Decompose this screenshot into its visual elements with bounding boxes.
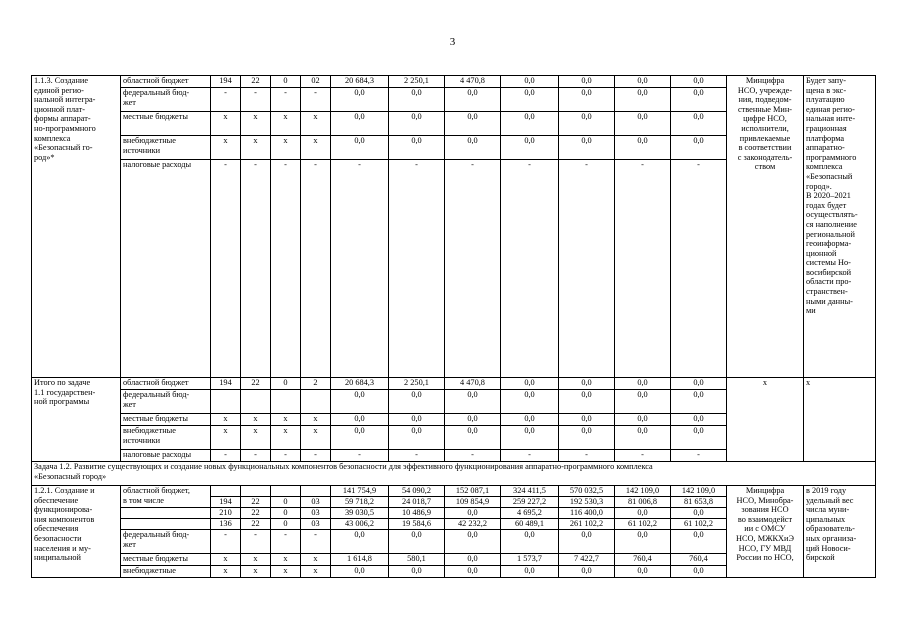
value-cell: 0,0 bbox=[331, 88, 389, 112]
value-cell: - bbox=[615, 450, 671, 462]
value-cell: 0,0 bbox=[615, 136, 671, 160]
value-cell: 261 102,2 bbox=[559, 519, 615, 530]
code-cell-3: х bbox=[271, 136, 301, 160]
measure-label: 1.2.1. Создание и обеспечение функционирова- ния компонентов обеспечения безопасности населения и му- ниципальной bbox=[32, 486, 121, 578]
value-cell: 0,0 bbox=[389, 566, 445, 578]
value-cell: 0,0 bbox=[671, 88, 727, 112]
value-cell: 0,0 bbox=[615, 414, 671, 426]
code-cell-4: - bbox=[301, 88, 331, 112]
code-cell-3: - bbox=[271, 160, 301, 378]
section-title: Задача 1.2. Развитие существующих и создание новых функциональных компонентов безопасности для эффективного функционирования аппаратно-программного комплекса «Безопасный город» bbox=[32, 462, 876, 486]
value-cell: 152 087,1 bbox=[445, 486, 501, 497]
value-cell: 0,0 bbox=[671, 390, 727, 414]
code-cell-2: х bbox=[241, 136, 271, 160]
value-cell: 0,0 bbox=[445, 88, 501, 112]
code-cell-2: 22 bbox=[241, 378, 271, 390]
value-cell: 61 102,2 bbox=[615, 519, 671, 530]
value-cell: 43 006,2 bbox=[331, 519, 389, 530]
responsible-executors: Минцифра НСО, учрежде- ния, подведом- ственные Мин- цифре НСО, исполнители, привлекаемые в соответствии с законодатель- ством bbox=[727, 76, 804, 378]
expected-result: Будет запу- щена в экс- плуатацию единая регио- нальная инте- грационная платформа аппаратно- программного комплекса «Безопасный город». В 2020–2021 годах будет осуществлять- ся наполнение региональной геоинформа- ционной системы Но- восибирской области про- странствен- ными данны- ми bbox=[804, 76, 876, 378]
funding-source-empty bbox=[121, 508, 211, 519]
value-cell: 0,0 bbox=[389, 426, 445, 450]
code-cell-2: х bbox=[241, 414, 271, 426]
code-cell-3: х bbox=[271, 554, 301, 566]
value-cell: 0,0 bbox=[389, 136, 445, 160]
value-cell: 20 684,3 bbox=[331, 378, 389, 390]
value-cell: 0,0 bbox=[671, 136, 727, 160]
value-cell: 0,0 bbox=[389, 530, 445, 554]
code-cell-3: - bbox=[271, 450, 301, 462]
code-cell-empty bbox=[211, 486, 241, 497]
code-cell-3: 0 bbox=[271, 76, 301, 88]
value-cell: - bbox=[615, 160, 671, 378]
code-cell-3: - bbox=[271, 88, 301, 112]
funding-source: федеральный бюд- жет bbox=[121, 530, 211, 554]
code-cell-2: 22 bbox=[241, 508, 271, 519]
value-cell: 570 032,5 bbox=[559, 486, 615, 497]
code-cell-4: 03 bbox=[301, 497, 331, 508]
code-cell-3: х bbox=[271, 414, 301, 426]
value-cell: 10 486,9 bbox=[389, 508, 445, 519]
value-cell: 0,0 bbox=[559, 390, 615, 414]
code-cell-1: 194 bbox=[211, 76, 241, 88]
value-cell: - bbox=[389, 450, 445, 462]
funding-source: налоговые расходы bbox=[121, 450, 211, 462]
value-cell: 0,0 bbox=[501, 378, 559, 390]
value-cell: 0,0 bbox=[501, 76, 559, 88]
value-cell: - bbox=[671, 160, 727, 378]
value-cell: 0,0 bbox=[445, 112, 501, 136]
value-cell: 0,0 bbox=[331, 112, 389, 136]
value-cell: 0,0 bbox=[445, 390, 501, 414]
code-cell-2: х bbox=[241, 554, 271, 566]
funding-source: федеральный бюд- жет bbox=[121, 390, 211, 414]
table-row bbox=[32, 378, 876, 390]
value-cell: 1 573,7 bbox=[501, 554, 559, 566]
table-row bbox=[32, 486, 876, 497]
page-number: 3 bbox=[449, 36, 456, 48]
value-cell: 580,1 bbox=[389, 554, 445, 566]
value-cell: - bbox=[445, 160, 501, 378]
value-cell: 0,0 bbox=[615, 76, 671, 88]
value-cell: 0,0 bbox=[559, 426, 615, 450]
code-cell-1: - bbox=[211, 450, 241, 462]
measure-label: Итого по задаче 1.1 государствен- ной программы bbox=[32, 378, 121, 462]
code-cell-2: х bbox=[241, 112, 271, 136]
value-cell: 0,0 bbox=[389, 390, 445, 414]
budget-table bbox=[31, 75, 876, 578]
code-cell-2: 22 bbox=[241, 76, 271, 88]
value-cell: 141 754,9 bbox=[331, 486, 389, 497]
value-cell: 0,0 bbox=[501, 88, 559, 112]
value-cell: 0,0 bbox=[559, 414, 615, 426]
code-cell-4: - bbox=[301, 160, 331, 378]
code-cell-2: 22 bbox=[241, 497, 271, 508]
funding-source-empty bbox=[121, 519, 211, 530]
value-cell: 60 489,1 bbox=[501, 519, 559, 530]
value-cell: 0,0 bbox=[501, 136, 559, 160]
value-cell: 0,0 bbox=[671, 508, 727, 519]
value-cell: 0,0 bbox=[445, 554, 501, 566]
value-cell: 4 695,2 bbox=[501, 508, 559, 519]
funding-source: областной бюджет bbox=[121, 378, 211, 390]
value-cell: 81 653,8 bbox=[671, 497, 727, 508]
value-cell: 1 614,8 bbox=[331, 554, 389, 566]
code-cell-1: 194 bbox=[211, 497, 241, 508]
value-cell: 0,0 bbox=[615, 426, 671, 450]
code-cell-4 bbox=[301, 390, 331, 414]
code-cell-2: - bbox=[241, 450, 271, 462]
funding-source: областной бюджет bbox=[121, 76, 211, 88]
code-cell-4: 03 bbox=[301, 519, 331, 530]
value-cell: 0,0 bbox=[331, 136, 389, 160]
value-cell: 0,0 bbox=[445, 566, 501, 578]
code-cell-1: - bbox=[211, 160, 241, 378]
funding-source: внебюджетные источники bbox=[121, 426, 211, 450]
value-cell: 7 422,7 bbox=[559, 554, 615, 566]
code-cell-2: 22 bbox=[241, 519, 271, 530]
code-cell-1: х bbox=[211, 414, 241, 426]
funding-source: местные бюджеты bbox=[121, 112, 211, 136]
value-cell: 0,0 bbox=[445, 508, 501, 519]
code-cell-2: х bbox=[241, 566, 271, 578]
value-cell: 0,0 bbox=[389, 112, 445, 136]
value-cell: 0,0 bbox=[671, 414, 727, 426]
value-cell: 19 584,6 bbox=[389, 519, 445, 530]
code-cell-4: х bbox=[301, 136, 331, 160]
value-cell: 0,0 bbox=[331, 414, 389, 426]
responsible-executors: х bbox=[727, 378, 804, 462]
code-cell-1: х bbox=[211, 112, 241, 136]
code-cell-3: 0 bbox=[271, 378, 301, 390]
value-cell: 2 250,1 bbox=[389, 76, 445, 88]
value-cell: 0,0 bbox=[559, 112, 615, 136]
value-cell: 0,0 bbox=[501, 426, 559, 450]
value-cell: 0,0 bbox=[445, 530, 501, 554]
value-cell: 0,0 bbox=[559, 136, 615, 160]
value-cell: 24 018,7 bbox=[389, 497, 445, 508]
code-cell-empty bbox=[271, 486, 301, 497]
value-cell: 2 250,1 bbox=[389, 378, 445, 390]
code-cell-3: - bbox=[271, 530, 301, 554]
code-cell-1: х bbox=[211, 566, 241, 578]
value-cell: 0,0 bbox=[501, 566, 559, 578]
code-cell-1: 136 bbox=[211, 519, 241, 530]
value-cell: - bbox=[501, 450, 559, 462]
code-cell-3: х bbox=[271, 566, 301, 578]
value-cell: 0,0 bbox=[389, 414, 445, 426]
code-cell-4: - bbox=[301, 450, 331, 462]
code-cell-4: 03 bbox=[301, 508, 331, 519]
code-cell-1: 210 bbox=[211, 508, 241, 519]
funding-source: внебюджетные источники bbox=[121, 136, 211, 160]
value-cell: 0,0 bbox=[501, 112, 559, 136]
code-cell-4: х bbox=[301, 426, 331, 450]
value-cell: - bbox=[559, 450, 615, 462]
value-cell: 0,0 bbox=[671, 530, 727, 554]
value-cell: 324 411,5 bbox=[501, 486, 559, 497]
value-cell: 0,0 bbox=[445, 414, 501, 426]
value-cell: 0,0 bbox=[615, 530, 671, 554]
table-row bbox=[32, 76, 876, 88]
value-cell: - bbox=[559, 160, 615, 378]
value-cell: 42 232,2 bbox=[445, 519, 501, 530]
funding-source: федеральный бюд- жет bbox=[121, 88, 211, 112]
code-cell-4: х bbox=[301, 112, 331, 136]
value-cell: 0,0 bbox=[501, 414, 559, 426]
code-cell-4: 2 bbox=[301, 378, 331, 390]
value-cell: - bbox=[501, 160, 559, 378]
value-cell: - bbox=[331, 450, 389, 462]
value-cell: 4 470,8 bbox=[445, 76, 501, 88]
value-cell: 4 470,8 bbox=[445, 378, 501, 390]
measure-label: 1.1.3. Создание единой регио- нальной интегра- ционной плат- формы аппарат- но-программного комплекса «Безопасный го- род»* bbox=[32, 76, 121, 378]
value-cell: 760,4 bbox=[671, 554, 727, 566]
value-cell: 259 227,2 bbox=[501, 497, 559, 508]
value-cell: 0,0 bbox=[331, 426, 389, 450]
code-cell-3: х bbox=[271, 112, 301, 136]
value-cell: 142 109,0 bbox=[615, 486, 671, 497]
section-row bbox=[32, 462, 876, 486]
code-cell-1 bbox=[211, 390, 241, 414]
value-cell: 0,0 bbox=[671, 76, 727, 88]
code-cell-3: 0 bbox=[271, 497, 301, 508]
value-cell: 192 530,3 bbox=[559, 497, 615, 508]
value-cell: 20 684,3 bbox=[331, 76, 389, 88]
value-cell: 0,0 bbox=[559, 530, 615, 554]
value-cell: 0,0 bbox=[671, 426, 727, 450]
value-cell: 39 030,5 bbox=[331, 508, 389, 519]
value-cell: 0,0 bbox=[559, 76, 615, 88]
value-cell: 116 400,0 bbox=[559, 508, 615, 519]
code-cell-4: 02 bbox=[301, 76, 331, 88]
value-cell: 0,0 bbox=[559, 378, 615, 390]
funding-source: областной бюджет, в том числе bbox=[121, 486, 211, 508]
code-cell-4: х bbox=[301, 414, 331, 426]
code-cell-1: - bbox=[211, 530, 241, 554]
code-cell-4: х bbox=[301, 554, 331, 566]
value-cell: 0,0 bbox=[559, 88, 615, 112]
code-cell-3: 0 bbox=[271, 508, 301, 519]
value-cell: 109 854,9 bbox=[445, 497, 501, 508]
value-cell: 0,0 bbox=[671, 378, 727, 390]
funding-source: внебюджетные bbox=[121, 566, 211, 578]
value-cell: 0,0 bbox=[615, 390, 671, 414]
value-cell: 0,0 bbox=[445, 426, 501, 450]
code-cell-1: х bbox=[211, 554, 241, 566]
value-cell: 142 109,0 bbox=[671, 486, 727, 497]
code-cell-empty bbox=[241, 486, 271, 497]
value-cell: 61 102,2 bbox=[671, 519, 727, 530]
code-cell-3 bbox=[271, 390, 301, 414]
value-cell: - bbox=[445, 450, 501, 462]
expected-result: в 2019 году удельный вес числа муни- ципальных образователь- ных организа- ций Новоси- бирской bbox=[804, 486, 876, 578]
value-cell: 54 090,2 bbox=[389, 486, 445, 497]
value-cell: 0,0 bbox=[671, 112, 727, 136]
code-cell-3: х bbox=[271, 426, 301, 450]
value-cell: 59 718,2 bbox=[331, 497, 389, 508]
value-cell: 0,0 bbox=[559, 566, 615, 578]
value-cell: 0,0 bbox=[615, 88, 671, 112]
value-cell: 81 006,8 bbox=[615, 497, 671, 508]
code-cell-2: х bbox=[241, 426, 271, 450]
code-cell-1: - bbox=[211, 88, 241, 112]
value-cell: 0,0 bbox=[615, 566, 671, 578]
value-cell: - bbox=[389, 160, 445, 378]
value-cell: 0,0 bbox=[615, 112, 671, 136]
code-cell-empty bbox=[301, 486, 331, 497]
expected-result: х bbox=[804, 378, 876, 462]
value-cell: 0,0 bbox=[501, 390, 559, 414]
funding-source: налоговые расходы bbox=[121, 160, 211, 378]
value-cell: 0,0 bbox=[331, 530, 389, 554]
code-cell-2 bbox=[241, 390, 271, 414]
value-cell: - bbox=[671, 450, 727, 462]
funding-source: местные бюджеты bbox=[121, 554, 211, 566]
code-cell-4: - bbox=[301, 530, 331, 554]
code-cell-1: х bbox=[211, 136, 241, 160]
code-cell-2: - bbox=[241, 530, 271, 554]
code-cell-1: х bbox=[211, 426, 241, 450]
code-cell-2: - bbox=[241, 88, 271, 112]
funding-source: местные бюджеты bbox=[121, 414, 211, 426]
code-cell-1: 194 bbox=[211, 378, 241, 390]
value-cell: 0,0 bbox=[615, 508, 671, 519]
code-cell-2: - bbox=[241, 160, 271, 378]
code-cell-3: 0 bbox=[271, 519, 301, 530]
code-cell-4: х bbox=[301, 566, 331, 578]
value-cell: 0,0 bbox=[331, 390, 389, 414]
responsible-executors: Минцифра НСО, Минобра- зования НСО во взаимодейст ии с ОМСУ НСО, МЖКХиЭ НСО, ГУ МВД России по НСО, bbox=[727, 486, 804, 578]
value-cell: 0,0 bbox=[501, 530, 559, 554]
value-cell: 0,0 bbox=[671, 566, 727, 578]
value-cell: 0,0 bbox=[331, 566, 389, 578]
value-cell: 0,0 bbox=[389, 88, 445, 112]
value-cell: 760,4 bbox=[615, 554, 671, 566]
value-cell: - bbox=[331, 160, 389, 378]
value-cell: 0,0 bbox=[615, 378, 671, 390]
value-cell: 0,0 bbox=[445, 136, 501, 160]
